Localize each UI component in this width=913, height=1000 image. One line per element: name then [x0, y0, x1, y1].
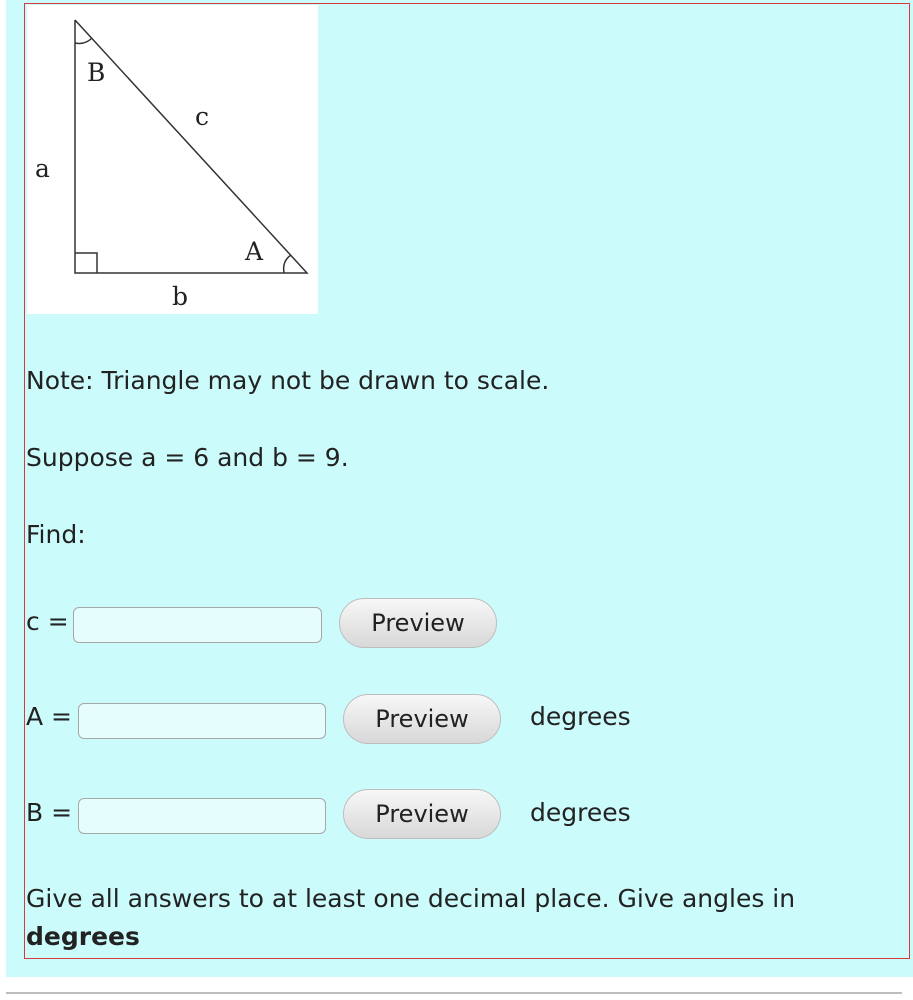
- triangle-figure: [27, 5, 318, 314]
- find-label: Find:: [26, 520, 86, 549]
- instructions-text: Give all answers to at least one decimal place. Give angles in: [26, 884, 796, 913]
- label-B: B: [87, 58, 106, 87]
- angle-a-unit: degrees: [530, 702, 631, 731]
- label-a: a: [35, 154, 50, 183]
- c-answer-input[interactable]: [73, 607, 322, 643]
- note-text: Note: Triangle may not be drawn to scale.: [26, 366, 550, 395]
- label-c: c: [195, 102, 210, 131]
- angle-a-label: A =: [26, 702, 72, 731]
- angle-b-preview-button[interactable]: Preview: [343, 789, 501, 839]
- triangle-outline: [75, 20, 307, 273]
- angle-b-label: B =: [26, 798, 73, 827]
- instructions-bold: degrees: [26, 922, 140, 951]
- label-A: A: [245, 237, 264, 266]
- c-label: c =: [26, 607, 69, 636]
- angle-b-answer-input[interactable]: [78, 798, 326, 834]
- triangle-diagram: [27, 5, 318, 314]
- label-b: b: [172, 282, 189, 311]
- angle-a-preview-button[interactable]: Preview: [343, 694, 501, 744]
- angle-b-arc: [75, 38, 92, 43]
- angle-b-unit: degrees: [530, 798, 631, 827]
- bottom-divider: [6, 992, 902, 994]
- angle-a-arc: [284, 255, 291, 273]
- right-angle-mark: [75, 253, 97, 273]
- angle-a-answer-input[interactable]: [78, 703, 326, 739]
- given-values-text: Suppose a = 6 and b = 9.: [26, 443, 349, 472]
- c-preview-button[interactable]: Preview: [339, 598, 497, 648]
